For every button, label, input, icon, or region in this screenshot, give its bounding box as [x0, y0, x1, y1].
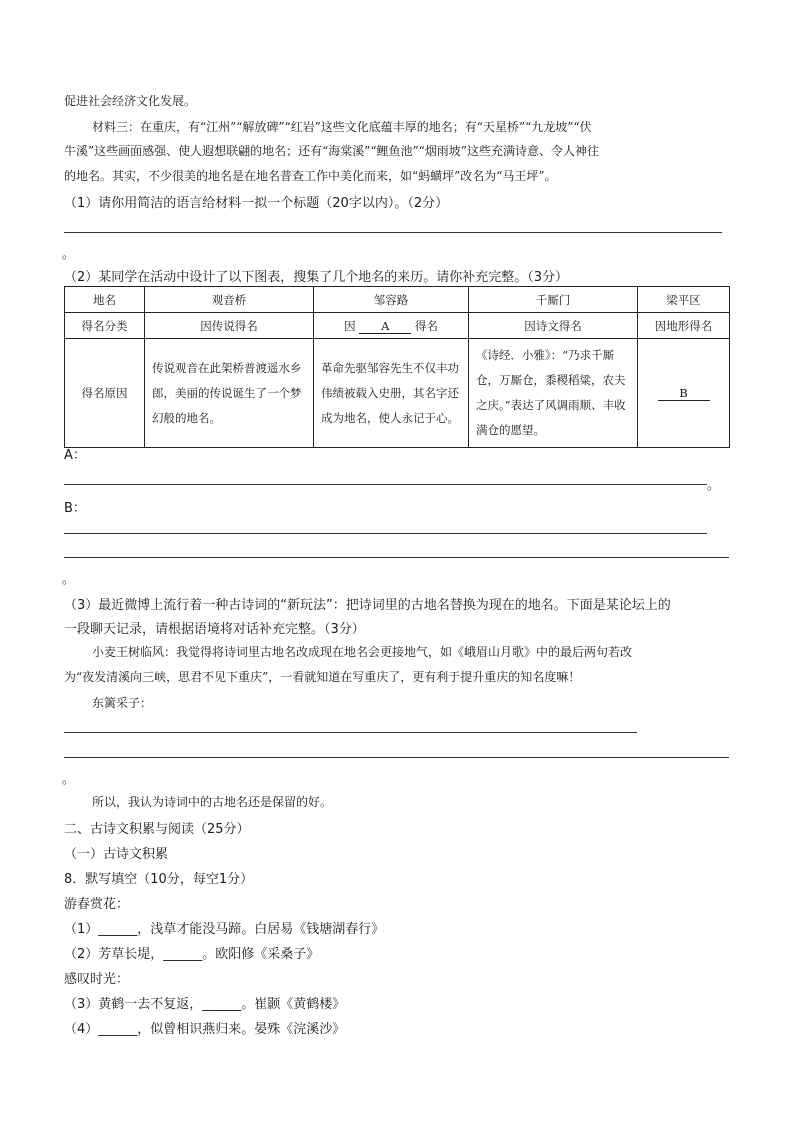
chat-reply-label: 东篱采子：: [92, 696, 153, 710]
material3-line1: 材料三：在重庆，有“江州”“解放碑”“红岩”这些文化底蕴丰厚的地名；有“天星桥”“九龙坡”“伏: [92, 120, 592, 134]
answer-a-end: 。: [707, 478, 721, 493]
blank-b[interactable]: B: [658, 386, 710, 401]
material3-line2: 牛溪”这些画面感强、使人遐想联翩的地名；还有“海棠溪”“鲤鱼池”“烟雨坡”这些充满诗意、令人神往: [64, 144, 599, 158]
subsection-title: （一）古诗文积累: [64, 847, 169, 862]
reason-qiansimen: 《诗经．小雅》：“乃求千厮仓，万厮仓，黍稷稻粱，农夫之庆。”表达了风调雨顺、丰收满仓的愿望。: [469, 339, 638, 448]
header-guanyinqiao: 观音桥: [145, 287, 314, 313]
answer-line-q3-2[interactable]: [64, 757, 729, 758]
chat-closing: 所以，我认为诗词中的古地名还是保留的好。: [92, 795, 333, 809]
header-qiansimen: 千厮门: [469, 287, 638, 313]
answer-line-a[interactable]: [64, 484, 707, 485]
answer-b-label: B：: [64, 501, 86, 516]
category-qiansimen: 因诗文得名: [469, 313, 638, 339]
q3-end-mark: 。: [62, 772, 76, 787]
group-1-title: 游春赏花：: [64, 897, 130, 912]
question-2: （2）某同学在活动中设计了以下图表，搜集了几个地名的来历。请你补充完整。（3分）: [64, 270, 569, 285]
answer-line-b1[interactable]: [64, 533, 707, 534]
category-guanyinqiao: 因传说得名: [145, 313, 314, 339]
chat-message-2: 为“夜发清溪向三峡，思君不见下重庆”，一看就知道在写重庆了，更有利于提升重庆的知名度嘛！: [64, 670, 581, 684]
fill-item-1: （1）______，浅草才能没马蹄。白居易《钱塘湖春行》: [64, 922, 385, 937]
reason-liangping: [638, 339, 730, 448]
fill-item-3: （3）黄鹤一去不复返，______。崔颢《黄鹤楼》: [64, 997, 346, 1012]
answer-line-q1[interactable]: [64, 232, 722, 233]
question-3-line1: （3）最近微博上流行着一种古诗词的“新玩法”：把诗词里的古地名替换为现在的地名。下面是某论坛上的: [64, 598, 671, 613]
section-2-title: 二、古诗文积累与阅读（25分）: [64, 822, 250, 837]
category-prefix: 因: [344, 318, 356, 333]
category-zourong-road: [314, 313, 469, 339]
material3-line3: 的地名。其实，不少很美的地名是在地名普查工作中美化而来，如“蚂蟥坪”改名为“马王坪”。: [64, 169, 557, 183]
q1-end-mark: 。: [62, 247, 76, 262]
answer-b-end: 。: [62, 572, 76, 587]
row-reason-label: 得名原因: [65, 339, 145, 448]
category-suffix: 得名: [414, 318, 438, 333]
answer-a-label: A：: [64, 448, 86, 463]
header-place-name: 地名: [65, 287, 145, 313]
question-8: 8．默写填空（10分，每空1分）: [64, 872, 254, 887]
fill-item-2: （2）芳草长堤，______。欧阳修《采桑子》: [64, 947, 320, 962]
header-zourong-road: 邹容路: [314, 287, 469, 313]
group-2-title: 感叹时光：: [64, 972, 130, 987]
row-category-label: 得名分类: [65, 313, 145, 339]
question-3-line2: 一段聊天记录，请根据语境将对话补充完整。（3分）: [64, 622, 365, 637]
reason-zourong-road: 革命先驱邹容先生不仅丰功伟绩被载入史册，其名字还成为地名，使人永记于心。: [314, 339, 469, 448]
fill-item-4: （4）______，似曾相识燕归来。晏殊《浣溪沙》: [64, 1022, 346, 1037]
blank-a[interactable]: A: [359, 319, 411, 334]
category-liangping: 因地形得名: [638, 313, 730, 339]
question-1: （1）请你用简洁的语言给材料一拟一个标题（20字以内）。（2分）: [64, 196, 449, 211]
place-name-table: [64, 286, 730, 448]
chat-message-1: 小麦王树临风：我觉得将诗词里古地名改成现在地名会更接地气，如《峨眉山月歌》中的最后两句若改: [92, 645, 633, 659]
material2-tail: 促进社会经济文化发展。: [64, 94, 197, 108]
answer-line-b2[interactable]: [64, 557, 729, 558]
reason-guanyinqiao: 传说观音在此架桥普渡遥水乡郎，美丽的传说诞生了一个梦幻般的地名。: [145, 339, 314, 448]
answer-line-q3-1[interactable]: [64, 732, 637, 733]
header-liangping: 梁平区: [638, 287, 730, 313]
